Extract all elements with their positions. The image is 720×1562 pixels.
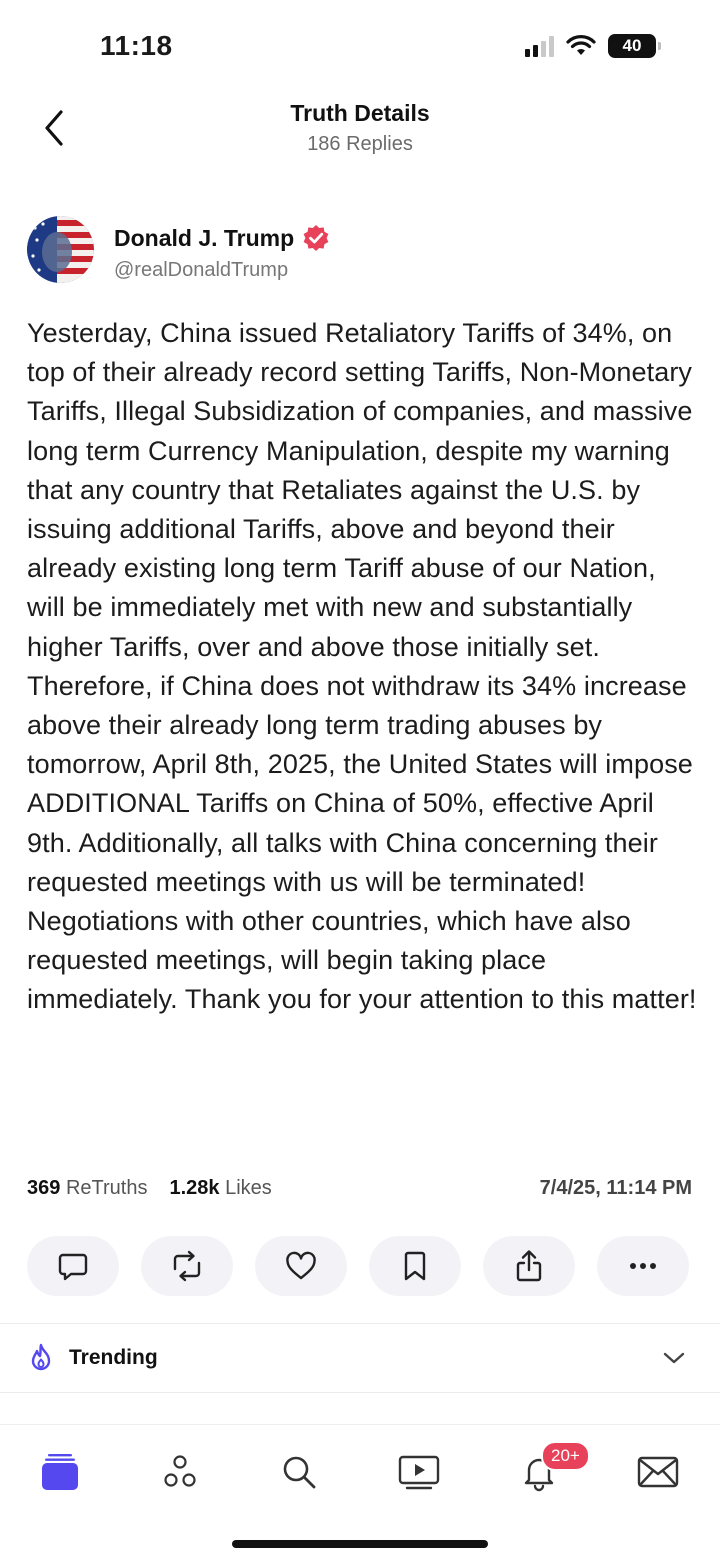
wifi-icon [566, 35, 596, 57]
page-header [0, 100, 720, 156]
likes-label: Likes [225, 1177, 272, 1199]
retruth-icon [169, 1249, 205, 1283]
battery-icon [608, 34, 656, 58]
search-icon [279, 1452, 319, 1492]
groups-icon [160, 1452, 200, 1492]
page-title: Truth Details [290, 100, 430, 126]
like-button[interactable] [255, 1236, 347, 1296]
post-stats [27, 1177, 692, 1200]
video-icon [397, 1452, 441, 1492]
more-icon [627, 1261, 659, 1271]
author-name-row[interactable] [114, 224, 330, 252]
share-button[interactable] [483, 1236, 575, 1296]
author-handle[interactable]: @realDonaldTrump [114, 259, 289, 281]
replies-count[interactable]: 186 Replies [307, 133, 413, 155]
nav-search[interactable] [269, 1447, 329, 1497]
nav-messages[interactable] [628, 1447, 688, 1497]
nav-notifications[interactable] [509, 1446, 580, 1497]
cellular-signal-icon [525, 35, 554, 57]
retruth-button[interactable] [141, 1236, 233, 1296]
status-icons [525, 34, 656, 58]
reply-icon [56, 1249, 90, 1283]
battery-level: 40 [622, 36, 642, 55]
share-icon [513, 1248, 545, 1284]
nav-home[interactable] [30, 1447, 90, 1497]
divider [0, 1323, 720, 1324]
more-button[interactable] [597, 1236, 689, 1296]
action-row [27, 1236, 689, 1296]
nav-groups[interactable] [150, 1447, 210, 1497]
like-heart-icon [284, 1250, 318, 1282]
likes-stat[interactable] [169, 1177, 271, 1200]
bookmark-icon [401, 1249, 429, 1283]
author-name[interactable]: Donald J. Trump [114, 224, 295, 251]
home-indicator[interactable] [232, 1540, 488, 1548]
likes-count: 1.28k [169, 1177, 220, 1199]
trending-section[interactable] [27, 1342, 686, 1374]
retruths-stat[interactable] [27, 1177, 147, 1200]
flame-icon [27, 1342, 55, 1374]
post-text: Yesterday, China issued Retaliatory Tariffs of 34%, on top of their already record setting Tariffs, Non-Monetary Tariffs, Illegal Subsidization of companies, and massive long term Currency Manipulation, despite my warning that any country that Retaliates against the U.S. by issuing additional Tariffs, above and beyond their already existing long term Tariff abuse of our Nation, will be immediately met with new and substantially higher Tariffs, over and above those initially set. Therefore, if China does not withdraw its 34% increase above their already long term trading abuses by tomorrow, April 8th, 2025, the United States will impose ADDITIONAL Tariffs on China of 50%, effective April 9th. Additionally, all talks with China concerning their requested meetings with us will be terminated! Negotiations with other countries, which have also requested meetings, will begin taking place immediately. Thank you for your attention to this matter! [27, 318, 697, 1015]
home-icon [40, 1452, 80, 1492]
trending-label: Trending [69, 1346, 158, 1369]
status-time: 11:18 [100, 30, 173, 61]
nav-video[interactable] [389, 1447, 449, 1497]
avatar[interactable] [27, 216, 94, 283]
verified-badge-icon [302, 224, 330, 252]
post-timestamp: 7/4/25, 11:14 PM [539, 1177, 692, 1199]
retruths-label: ReTruths [65, 1177, 148, 1199]
messages-icon [636, 1454, 680, 1490]
chevron-down-icon [662, 1350, 686, 1366]
notifications-badge: 20+ [541, 1441, 590, 1471]
retruths-count: 369 [27, 1177, 61, 1199]
divider [0, 1392, 720, 1393]
reply-button[interactable] [27, 1236, 119, 1296]
bookmark-button[interactable] [369, 1236, 461, 1296]
